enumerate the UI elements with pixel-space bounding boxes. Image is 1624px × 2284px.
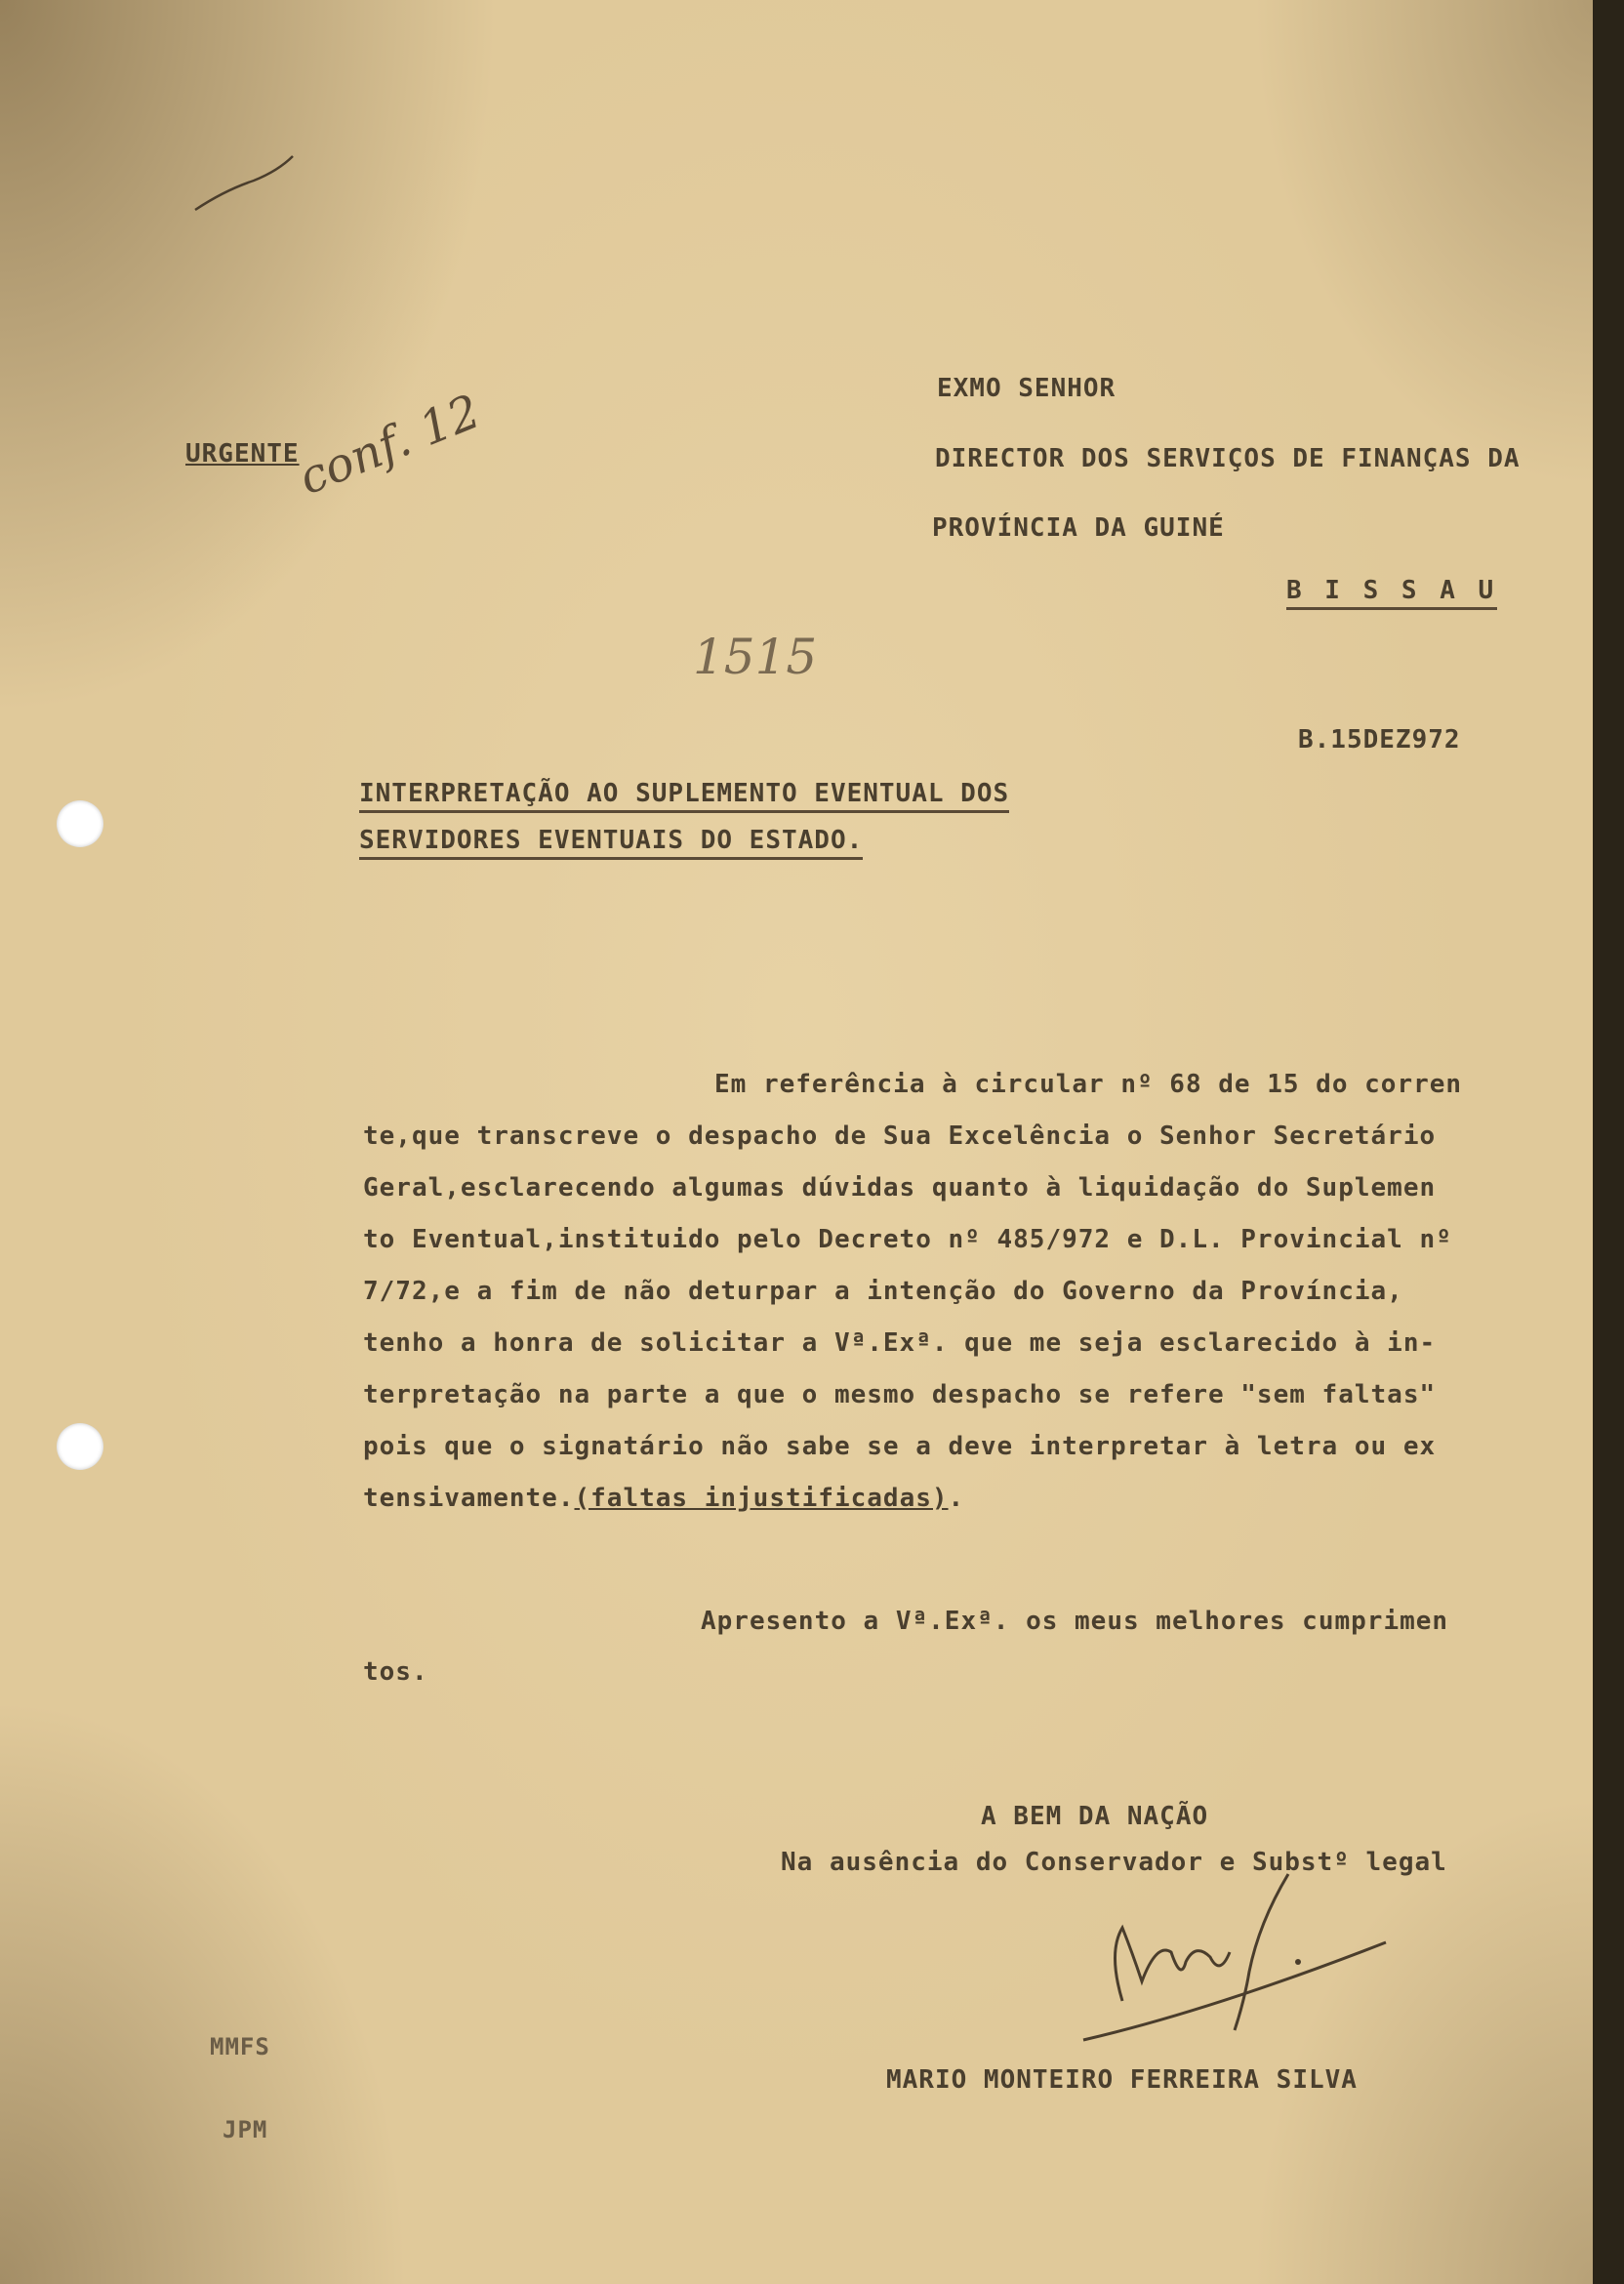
corner-pen-mark xyxy=(185,146,303,224)
motto: A BEM DA NAÇÃO xyxy=(981,1802,1209,1831)
body-line: tenho a honra de solicitar a Vª.Exª. que me seja esclarecido à in- xyxy=(363,1328,1437,1358)
signatory-name: MARIO MONTEIRO FERREIRA SILVA xyxy=(886,2065,1358,2095)
body-line: Em referência à circular nº 68 de 15 do corren xyxy=(714,1070,1463,1099)
closing-line2: tos. xyxy=(363,1657,428,1687)
body-last-line-prefix: tensivamente. xyxy=(363,1484,575,1513)
urgency-stamp: URGENTE xyxy=(185,439,300,469)
initials-secondary: JPM xyxy=(223,2116,268,2143)
body-paragraph xyxy=(363,1059,1554,1525)
body-line: Geral,esclarecendo algumas dúvidas quanto à liquidação do Suplemen xyxy=(363,1173,1437,1203)
punch-hole-top xyxy=(57,800,103,847)
addressee-salutation: EXMO SENHOR xyxy=(937,374,1116,403)
body-underlined-phrase: (faltas injustificadas) xyxy=(574,1484,949,1513)
addressee-line2: PROVÍNCIA DA GUINÉ xyxy=(932,513,1225,543)
body-line: 7/72,e a fim de não deturpar a intenção do Governo da Província, xyxy=(363,1277,1403,1306)
addressee-line1: DIRECTOR DOS SERVIÇOS DE FINANÇAS DA xyxy=(935,444,1521,473)
initials-primary: MMFS xyxy=(210,2033,270,2060)
closing-line1: Apresento a Vª.Exª. os meus melhores cumprimen xyxy=(701,1607,1449,1636)
body-last-line xyxy=(363,1473,1554,1525)
addressee-city: B I S S A U xyxy=(1286,578,1497,610)
body-line: terpretação na parte a que o mesmo despacho se refere "sem faltas" xyxy=(363,1380,1437,1409)
body-line: to Eventual,instituido pelo Decreto nº 485/972 e D.L. Provincial nº xyxy=(363,1225,1452,1254)
subject-line1: INTERPRETAÇÃO AO SUPLEMENTO EVENTUAL DOS xyxy=(359,781,1009,813)
body-line: te,que transcreve o despacho de Sua Excelência o Senhor Secretário xyxy=(363,1122,1437,1151)
handwritten-signature xyxy=(1064,1835,1415,2069)
subject-line2: SERVIDORES EVENTUAIS DO ESTADO. xyxy=(359,828,863,860)
handwritten-conf-note: conf. 12 xyxy=(291,384,488,507)
date-reference: B.15DEZ972 xyxy=(1298,725,1461,755)
absence-note: Na ausência do Conservador e Substº legal xyxy=(781,1848,1447,1877)
body-line: pois que o signatário não sabe se a deve interpretar à letra ou ex xyxy=(363,1432,1437,1461)
punch-hole-bottom xyxy=(57,1423,103,1470)
body-last-line-suffix: . xyxy=(948,1484,965,1513)
handwritten-registry-number: 1515 xyxy=(693,629,818,685)
